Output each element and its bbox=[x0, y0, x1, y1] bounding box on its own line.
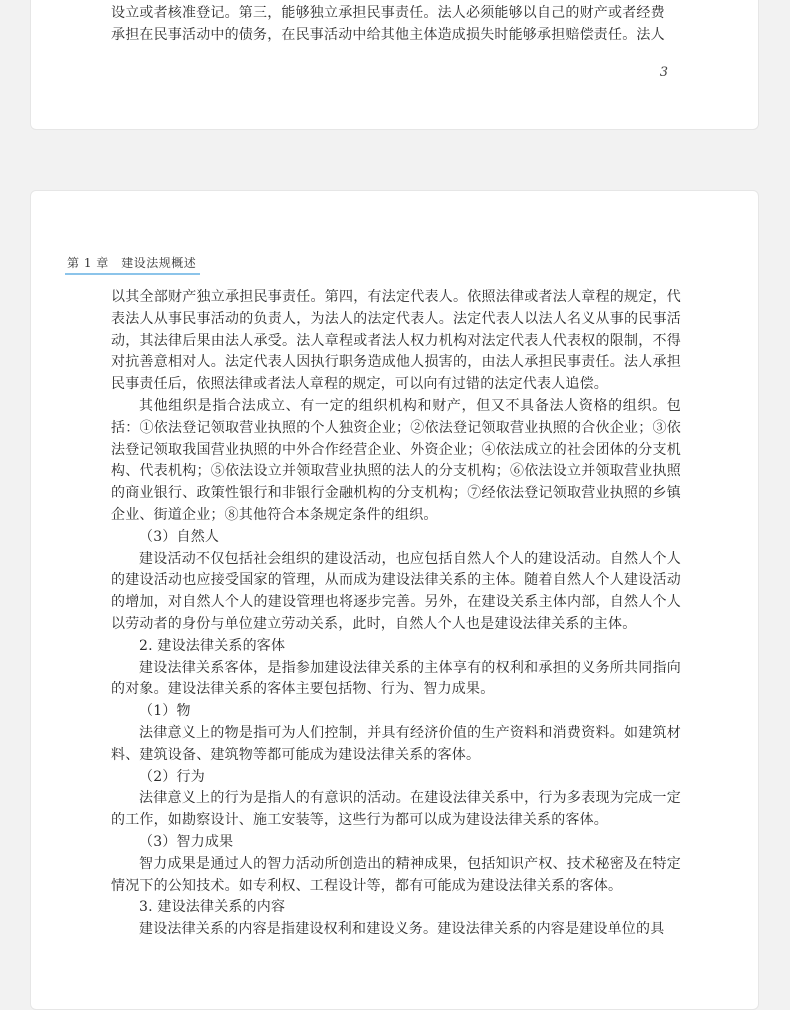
paragraph: 建设活动不仅包括社会组织的建设活动，也应包括自然人个人的建设活动。自然人个人的建设活动也应接受国家的管理，从而成为建设法律关系的主体。随着自然人个人建设活动的增加，对自然人个人的建设管理也将逐步完善。另外，在建设关系主体内部，自然人个人以劳动者的身份与单位建立劳动关系，此时，自然人个人也是建设法律关系的主体。 bbox=[111, 550, 681, 632]
paragraph: 以其全部财产独立承担民事责任。第四，有法定代表人。依照法律或者法人章程的规定，代表法人从事民事活动的负责人，为法人的法定代表人。法定代表人以法人名义从事的民事活动，其法律后果由法人承受。法人章程或者法人权力机构对法定代表人代表权的限制，不得对抗善意相对人。法定代表人因执行职务造成他人损害的，由法人承担民事责任。法人承担民事责任后，依照法律或者法人章程的规定，可以向有过错的法定代表人追偿。 bbox=[111, 289, 681, 393]
chapter-header: 第 1 章 建设法规概述 bbox=[65, 254, 200, 275]
section-heading: （1）物 bbox=[139, 703, 191, 720]
page-2-body bbox=[111, 287, 681, 941]
section-heading: （2）行为 bbox=[139, 768, 205, 785]
paragraph: 法律意义上的行为是指人的有意识的活动。在建设法律关系中，行为多表现为完成一定的工作，如勘察设计、施工安装等，这些行为都可以成为建设法律关系的客体。 bbox=[111, 790, 681, 829]
text-line: 承担在民事活动中的债务，在民事活动中给其他主体造成损失时能够承担赔偿责任。法人 bbox=[111, 26, 665, 43]
document-page-2 bbox=[30, 190, 759, 1010]
paragraph: 其他组织是指合法成立、有一定的组织机构和财产，但又不具备法人资格的组织。包括：①依法登记领取营业执照的个人独资企业；②依法登记领取营业执照的合伙企业；③依法登记领取我国营业执照的中外合作经营企业、外资企业；④依法成立的社会团体的分支机构、代表机构；⑤依法设立并领取营业执照的法人的分支机构；⑥依法设立并领取营业执照的商业银行、政策性银行和非银行金融机构的分支机构；⑦经依法登记领取营业执照的乡镇企业、街道企业；⑧其他符合本条规定条件的组织。 bbox=[111, 397, 681, 523]
text-line: 设立或者核准登记。第三，能够独立承担民事责任。法人必须能够以自己的财产或者经费 bbox=[111, 4, 665, 21]
paragraph: 法律意义上的物是指可为人们控制，并具有经济价值的生产资料和消费资料。如建筑材料、建筑设备、建筑物等都可能成为建设法律关系的客体。 bbox=[111, 724, 681, 763]
paragraph: 建设法律关系的内容是指建设权利和建设义务。建设法律关系的内容是建设单位的具 bbox=[139, 921, 665, 938]
section-heading: （3）智力成果 bbox=[139, 833, 234, 850]
section-heading: （3）自然人 bbox=[139, 528, 220, 545]
page-number: 3 bbox=[659, 65, 668, 80]
paragraph: 智力成果是通过人的智力活动所创造出的精神成果，包括知识产权、技术秘密及在特定情况下的公知技术。如专利权、工程设计等，都有可能成为建设法律关系的客体。 bbox=[111, 855, 681, 894]
section-heading: 2. 建设法律关系的客体 bbox=[139, 637, 286, 654]
section-heading: 3. 建设法律关系的内容 bbox=[139, 899, 286, 916]
document-page-1 bbox=[30, 0, 759, 130]
paragraph: 建设法律关系客体，是指参加建设法律关系的主体享有的权利和承担的义务所共同指向的对象。建设法律关系的客体主要包括物、行为、智力成果。 bbox=[111, 659, 681, 698]
page-1-body bbox=[111, 0, 681, 46]
